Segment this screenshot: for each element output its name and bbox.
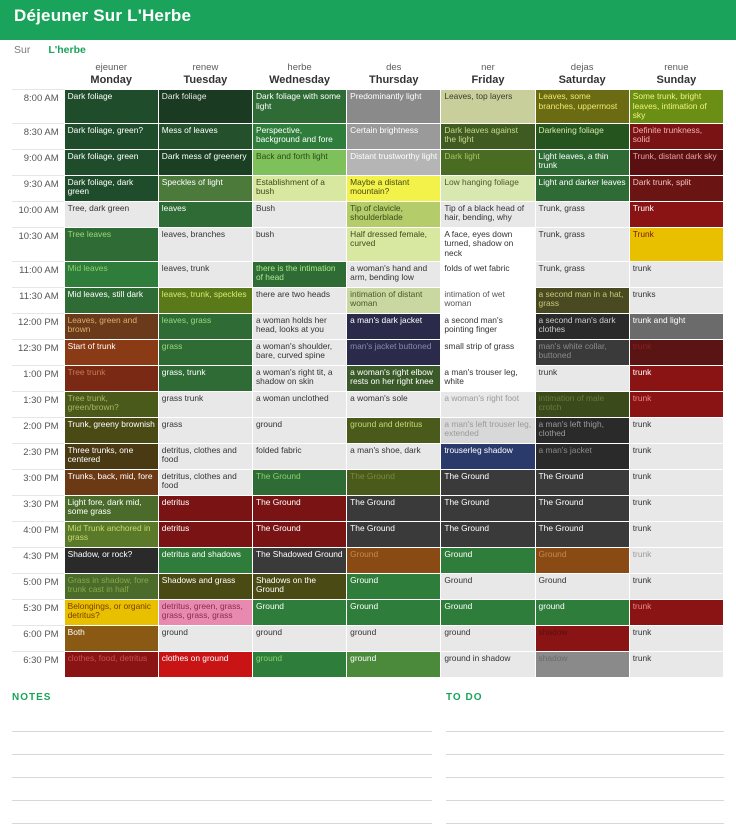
- calendar-cell[interactable]: a woman's sole: [347, 391, 441, 417]
- calendar-cell[interactable]: The Ground: [347, 469, 441, 495]
- calendar-cell[interactable]: Dark light: [441, 149, 535, 175]
- calendar-cell[interactable]: there are two heads: [252, 287, 346, 313]
- calendar-cell[interactable]: ground: [347, 625, 441, 651]
- calendar-cell[interactable]: folded fabric: [252, 443, 346, 469]
- calendar-cell[interactable]: folds of wet fabric: [441, 261, 535, 287]
- day-header-monday: [64, 62, 158, 90]
- calendar-cell[interactable]: small strip of grass: [441, 339, 535, 365]
- calendar-cell[interactable]: ground: [535, 599, 629, 625]
- calendar-cell[interactable]: detritus, clothes and food: [158, 469, 252, 495]
- calendar-cell[interactable]: grass trunk: [158, 391, 252, 417]
- notes-line[interactable]: [12, 709, 432, 732]
- calendar-cell[interactable]: Shadows and grass: [158, 573, 252, 599]
- time-label: 11:30 AM: [12, 287, 64, 313]
- calendar-cell[interactable]: leaves, trunk, speckles: [158, 287, 252, 313]
- calendar-table: [12, 62, 724, 678]
- calendar-cell[interactable]: The Ground: [252, 469, 346, 495]
- time-label: 11:00 AM: [12, 261, 64, 287]
- calendar-cell[interactable]: Tree trunk, green/brown?: [64, 391, 158, 417]
- breadcrumb-item-herbe[interactable]: L'herbe: [48, 44, 86, 56]
- calendar-cell[interactable]: clothes, food, detritus: [64, 651, 158, 677]
- calendar-cell[interactable]: Ground: [441, 599, 535, 625]
- calendar-cell[interactable]: Trunks, back, mid, fore: [64, 469, 158, 495]
- calendar-cell[interactable]: leaves, trunk: [158, 261, 252, 287]
- calendar-cell[interactable]: The Ground: [252, 521, 346, 547]
- time-label: 9:00 AM: [12, 149, 64, 175]
- calendar-cell[interactable]: ground and detritus: [347, 417, 441, 443]
- calendar-row: [12, 651, 724, 677]
- notes-area: [0, 678, 736, 824]
- calendar-cell[interactable]: Trunk, grass: [535, 227, 629, 261]
- calendar-cell[interactable]: ground: [347, 651, 441, 677]
- calendar-cell[interactable]: Dark mess of greenery: [158, 149, 252, 175]
- calendar-cell[interactable]: Tip of clavicle, shoulderblade: [347, 201, 441, 227]
- calendar-cell[interactable]: there is the intimation of head: [252, 261, 346, 287]
- calendar-cell[interactable]: Certain brightness: [347, 123, 441, 149]
- calendar-row: [12, 175, 724, 201]
- calendar-row: [12, 339, 724, 365]
- calendar-cell[interactable]: trunk: [629, 365, 723, 391]
- calendar-cell[interactable]: The Ground: [441, 469, 535, 495]
- calendar-cell[interactable]: grass, trunk: [158, 365, 252, 391]
- calendar-cell[interactable]: shadow: [535, 651, 629, 677]
- calendar-cell[interactable]: intimation of distant woman: [347, 287, 441, 313]
- calendar-cell[interactable]: The Ground: [535, 469, 629, 495]
- calendar-cell[interactable]: detritus: [158, 521, 252, 547]
- time-label: 6:00 PM: [12, 625, 64, 651]
- calendar-cell[interactable]: intimation of male crotch: [535, 391, 629, 417]
- calendar-cell[interactable]: trunk: [629, 391, 723, 417]
- calendar-cell[interactable]: a man's left thigh, clothed: [535, 417, 629, 443]
- calendar-row: [12, 365, 724, 391]
- calendar-cell[interactable]: Darkening foliage: [535, 123, 629, 149]
- calendar-cell[interactable]: trunks: [629, 287, 723, 313]
- calendar-cell[interactable]: The Ground: [535, 521, 629, 547]
- calendar-cell[interactable]: Definite trunkness, solid: [629, 123, 723, 149]
- time-label: 2:30 PM: [12, 443, 64, 469]
- calendar-cell[interactable]: Grass in shadow, fore trunk cast in half: [64, 573, 158, 599]
- calendar-cell[interactable]: Dark trunk, split: [629, 175, 723, 201]
- calendar-cell[interactable]: Some trunk, bright leaves, intimation of sky: [629, 90, 723, 124]
- calendar-cell[interactable]: trunk: [629, 495, 723, 521]
- calendar-cell[interactable]: Dark foliage: [64, 90, 158, 124]
- calendar-cell[interactable]: Perspective, background and fore: [252, 123, 346, 149]
- calendar-cell[interactable]: Ground: [535, 573, 629, 599]
- calendar-cell[interactable]: intimation of wet woman: [441, 287, 535, 313]
- calendar-cell[interactable]: Back and forth light: [252, 149, 346, 175]
- calendar-cell[interactable]: Mid leaves, still dark: [64, 287, 158, 313]
- time-label: 3:00 PM: [12, 469, 64, 495]
- calendar-row: [12, 573, 724, 599]
- calendar-row: [12, 495, 724, 521]
- calendar-cell[interactable]: trouserleg shadow: [441, 443, 535, 469]
- day-label-friday: Friday: [471, 74, 505, 86]
- calendar-row: [12, 417, 724, 443]
- calendar-cell[interactable]: a man's trouser leg, white: [441, 365, 535, 391]
- calendar-cell[interactable]: a woman holds her head, looks at you: [252, 313, 346, 339]
- calendar-cell[interactable]: a woman's hand and arm, bending low: [347, 261, 441, 287]
- calendar-cell[interactable]: The Ground: [441, 495, 535, 521]
- calendar-cell[interactable]: trunk: [629, 417, 723, 443]
- day-superlabel-friday: ner: [481, 62, 495, 73]
- calendar-cell[interactable]: Trunk: [629, 201, 723, 227]
- calendar-cell[interactable]: a woman unclothed: [252, 391, 346, 417]
- calendar-cell[interactable]: trunk: [629, 469, 723, 495]
- calendar-cell[interactable]: trunk: [629, 651, 723, 677]
- calendar-row: [12, 287, 724, 313]
- calendar-cell[interactable]: Both: [64, 625, 158, 651]
- notes-line[interactable]: [12, 755, 432, 778]
- todo-line[interactable]: [446, 801, 724, 824]
- calendar-row: [12, 149, 724, 175]
- calendar-row: [12, 443, 724, 469]
- calendar-cell[interactable]: man's white collar, buttoned: [535, 339, 629, 365]
- calendar-cell[interactable]: Trunk: [629, 227, 723, 261]
- calendar-cell[interactable]: clothes on ground: [158, 651, 252, 677]
- todo-line[interactable]: [446, 732, 724, 755]
- calendar-cell[interactable]: The Ground: [347, 495, 441, 521]
- calendar-header-row: [12, 62, 724, 90]
- time-label: 1:00 PM: [12, 365, 64, 391]
- calendar-cell[interactable]: The Ground: [252, 495, 346, 521]
- todo-line[interactable]: [446, 755, 724, 778]
- calendar-cell[interactable]: a man's shoe, dark: [347, 443, 441, 469]
- calendar-cell[interactable]: leaves, grass: [158, 313, 252, 339]
- calendar-cell[interactable]: man's jacket buttoned: [347, 339, 441, 365]
- day-label-thursday: Thursday: [369, 74, 419, 86]
- todo-line[interactable]: [446, 709, 724, 732]
- calendar-cell[interactable]: trunk: [629, 521, 723, 547]
- calendar-cell[interactable]: grass: [158, 339, 252, 365]
- breadcrumb-item-sur[interactable]: Sur: [14, 44, 31, 56]
- time-label: 6:30 PM: [12, 651, 64, 677]
- time-label: 4:30 PM: [12, 547, 64, 573]
- calendar-row: [12, 469, 724, 495]
- calendar-cell[interactable]: Half dressed female, curved: [347, 227, 441, 261]
- calendar-row: [12, 391, 724, 417]
- calendar-cell[interactable]: Start of trunk: [64, 339, 158, 365]
- calendar-cell[interactable]: Tree trunk: [64, 365, 158, 391]
- todo-heading: TO DO: [446, 691, 483, 703]
- day-header-sunday: [629, 62, 723, 90]
- calendar-cell[interactable]: trunk: [629, 625, 723, 651]
- time-label: 3:30 PM: [12, 495, 64, 521]
- time-label: 2:00 PM: [12, 417, 64, 443]
- todo-column: [446, 692, 724, 824]
- day-label-wednesday: Wednesday: [269, 74, 331, 86]
- calendar-cell[interactable]: Trunk, distant dark sky: [629, 149, 723, 175]
- calendar-cell[interactable]: a woman's right tit, a shadow on skin: [252, 365, 346, 391]
- day-superlabel-wednesday: herbe: [287, 62, 312, 73]
- calendar-cell[interactable]: bush: [252, 227, 346, 261]
- calendar-cell[interactable]: ground: [252, 625, 346, 651]
- calendar-cell[interactable]: Bush: [252, 201, 346, 227]
- calendar-cell[interactable]: detritus and shadows: [158, 547, 252, 573]
- time-label: 5:30 PM: [12, 599, 64, 625]
- time-label: 8:30 AM: [12, 123, 64, 149]
- calendar-cell[interactable]: ground: [158, 625, 252, 651]
- calendar-cell[interactable]: Mess of leaves: [158, 123, 252, 149]
- time-label: 1:30 PM: [12, 391, 64, 417]
- time-label: 10:30 AM: [12, 227, 64, 261]
- calendar-cell[interactable]: Dark foliage, green?: [64, 123, 158, 149]
- time-label: 9:30 AM: [12, 175, 64, 201]
- calendar-row: [12, 547, 724, 573]
- calendar-cell[interactable]: trunk: [535, 365, 629, 391]
- calendar-cell[interactable]: ground: [252, 651, 346, 677]
- calendar-cell[interactable]: Low hanging foliage: [441, 175, 535, 201]
- notes-heading: NOTES: [12, 691, 52, 703]
- calendar-cell[interactable]: The Ground: [441, 521, 535, 547]
- calendar-container: [0, 58, 736, 678]
- time-label: 10:00 AM: [12, 201, 64, 227]
- calendar-cell[interactable]: ground: [252, 417, 346, 443]
- calendar-cell[interactable]: Light leaves, a thin trunk: [535, 149, 629, 175]
- calendar-cell[interactable]: trunk: [629, 443, 723, 469]
- todo-line[interactable]: [446, 778, 724, 801]
- calendar-cell[interactable]: ground in shadow: [441, 651, 535, 677]
- calendar-cell[interactable]: Mid leaves: [64, 261, 158, 287]
- app-header: [0, 0, 736, 40]
- calendar-row: [12, 261, 724, 287]
- time-label: 4:00 PM: [12, 521, 64, 547]
- calendar-cell[interactable]: Predominantly light: [347, 90, 441, 124]
- calendar-cell[interactable]: Trunk, grass: [535, 201, 629, 227]
- calendar-cell[interactable]: shadow: [535, 625, 629, 651]
- calendar-cell[interactable]: grass: [158, 417, 252, 443]
- notes-line[interactable]: [12, 732, 432, 755]
- day-header-thursday: [347, 62, 441, 90]
- day-label-tuesday: Tuesday: [183, 74, 228, 86]
- calendar-cell[interactable]: detritus: [158, 495, 252, 521]
- calendar-cell[interactable]: Ground: [347, 547, 441, 573]
- calendar-cell[interactable]: Speckles of light: [158, 175, 252, 201]
- calendar-cell[interactable]: Dark foliage with some light: [252, 90, 346, 124]
- calendar-cell[interactable]: Establishment of a bush: [252, 175, 346, 201]
- calendar-cell[interactable]: Tip of a black head of hair, bending, why: [441, 201, 535, 227]
- calendar-cell[interactable]: a man's left trouser leg, extended: [441, 417, 535, 443]
- notes-line[interactable]: [12, 801, 432, 824]
- calendar-cell[interactable]: Maybe a distant mountain?: [347, 175, 441, 201]
- calendar-cell[interactable]: a woman's right elbow rests on her right knee: [347, 365, 441, 391]
- calendar-row: [12, 625, 724, 651]
- calendar-cell[interactable]: a second man's pointing finger: [441, 313, 535, 339]
- calendar-row: [12, 201, 724, 227]
- calendar-cell[interactable]: Leaves, some branches, uppermost: [535, 90, 629, 124]
- calendar-cell[interactable]: trunk: [629, 261, 723, 287]
- calendar-cell[interactable]: Ground: [252, 599, 346, 625]
- calendar-cell[interactable]: ground: [441, 625, 535, 651]
- page-title: Déjeuner Sur L'Herbe: [14, 6, 192, 25]
- calendar-cell[interactable]: Ground: [347, 573, 441, 599]
- breadcrumb: [0, 40, 736, 58]
- calendar-cell[interactable]: Dark foliage, green: [64, 149, 158, 175]
- calendar-cell[interactable]: Mid Trunk anchored in grass: [64, 521, 158, 547]
- calendar-cell[interactable]: Ground: [535, 547, 629, 573]
- calendar-cell[interactable]: a woman's shoulder, bare, curved spine: [252, 339, 346, 365]
- day-label-sunday: Sunday: [656, 74, 697, 86]
- calendar-cell[interactable]: trunk: [629, 547, 723, 573]
- calendar-row: [12, 123, 724, 149]
- calendar-corner: [12, 62, 64, 90]
- notes-column: [12, 692, 432, 824]
- calendar-cell[interactable]: trunk and light: [629, 313, 723, 339]
- calendar-cell[interactable]: detritus, clothes and food: [158, 443, 252, 469]
- calendar-cell[interactable]: Ground: [441, 573, 535, 599]
- notes-line[interactable]: [12, 778, 432, 801]
- calendar-cell[interactable]: leaves: [158, 201, 252, 227]
- day-header-saturday: [535, 62, 629, 90]
- calendar-row: [12, 227, 724, 261]
- calendar-cell[interactable]: leaves, branches: [158, 227, 252, 261]
- day-label-monday: Monday: [90, 74, 132, 86]
- calendar-cell[interactable]: a second man in a hat, grass: [535, 287, 629, 313]
- time-label: 12:30 PM: [12, 339, 64, 365]
- calendar-cell[interactable]: trunk: [629, 573, 723, 599]
- calendar-row: [12, 521, 724, 547]
- day-superlabel-sunday: renue: [664, 62, 689, 73]
- calendar-cell[interactable]: trunk: [629, 339, 723, 365]
- calendar-cell[interactable]: a second man's dark clothes: [535, 313, 629, 339]
- day-label-saturday: Saturday: [558, 74, 606, 86]
- calendar-cell[interactable]: The Ground: [347, 521, 441, 547]
- calendar-cell[interactable]: Leaves, green and brown: [64, 313, 158, 339]
- calendar-cell[interactable]: trunk: [629, 599, 723, 625]
- calendar-cell[interactable]: a woman's right foot: [441, 391, 535, 417]
- calendar-cell[interactable]: Distant trustworthy light: [347, 149, 441, 175]
- day-superlabel-saturday: dejas: [570, 62, 594, 73]
- day-superlabel-monday: ejeuner: [95, 62, 128, 73]
- calendar-cell[interactable]: The Shadowed Ground: [252, 547, 346, 573]
- calendar-cell[interactable]: Three trunks, one centered: [64, 443, 158, 469]
- calendar-cell[interactable]: Dark foliage, dark green: [64, 175, 158, 201]
- day-header-wednesday: [252, 62, 346, 90]
- calendar-cell[interactable]: A face, eyes down turned, shadow on neck: [441, 227, 535, 261]
- day-superlabel-tuesday: renew: [192, 62, 219, 73]
- calendar-cell[interactable]: Ground: [441, 547, 535, 573]
- calendar-body: [12, 90, 724, 678]
- calendar-cell[interactable]: Shadows on the Ground: [252, 573, 346, 599]
- time-label: 12:00 PM: [12, 313, 64, 339]
- calendar-cell[interactable]: Light and darker leaves: [535, 175, 629, 201]
- day-superlabel-thursday: des: [386, 62, 402, 73]
- calendar-cell[interactable]: Trunk, grass: [535, 261, 629, 287]
- calendar-cell[interactable]: The Ground: [535, 495, 629, 521]
- calendar-cell[interactable]: Leaves, top layers: [441, 90, 535, 124]
- calendar-cell[interactable]: detritus, green, grass, grass, grass, grass: [158, 599, 252, 625]
- calendar-cell[interactable]: a man's jacket: [535, 443, 629, 469]
- calendar-cell[interactable]: Ground: [347, 599, 441, 625]
- time-label: 8:00 AM: [12, 90, 64, 124]
- time-label: 5:00 PM: [12, 573, 64, 599]
- calendar-row: [12, 313, 724, 339]
- calendar-cell[interactable]: Dark leaves against the light: [441, 123, 535, 149]
- calendar-row: [12, 90, 724, 124]
- calendar-cell[interactable]: Tree leaves: [64, 227, 158, 261]
- day-header-tuesday: [158, 62, 252, 90]
- day-header-friday: [441, 62, 535, 90]
- calendar-cell[interactable]: Tree, dark green: [64, 201, 158, 227]
- calendar-cell[interactable]: Belongings, or organic detritus?: [64, 599, 158, 625]
- calendar-row: [12, 599, 724, 625]
- calendar-cell[interactable]: Trunk, greeny brownish: [64, 417, 158, 443]
- calendar-cell[interactable]: Dark foliage: [158, 90, 252, 124]
- calendar-cell[interactable]: Shadow, or rock?: [64, 547, 158, 573]
- calendar-cell[interactable]: Light fore, dark mid, some grass: [64, 495, 158, 521]
- calendar-cell[interactable]: a man's dark jacket: [347, 313, 441, 339]
